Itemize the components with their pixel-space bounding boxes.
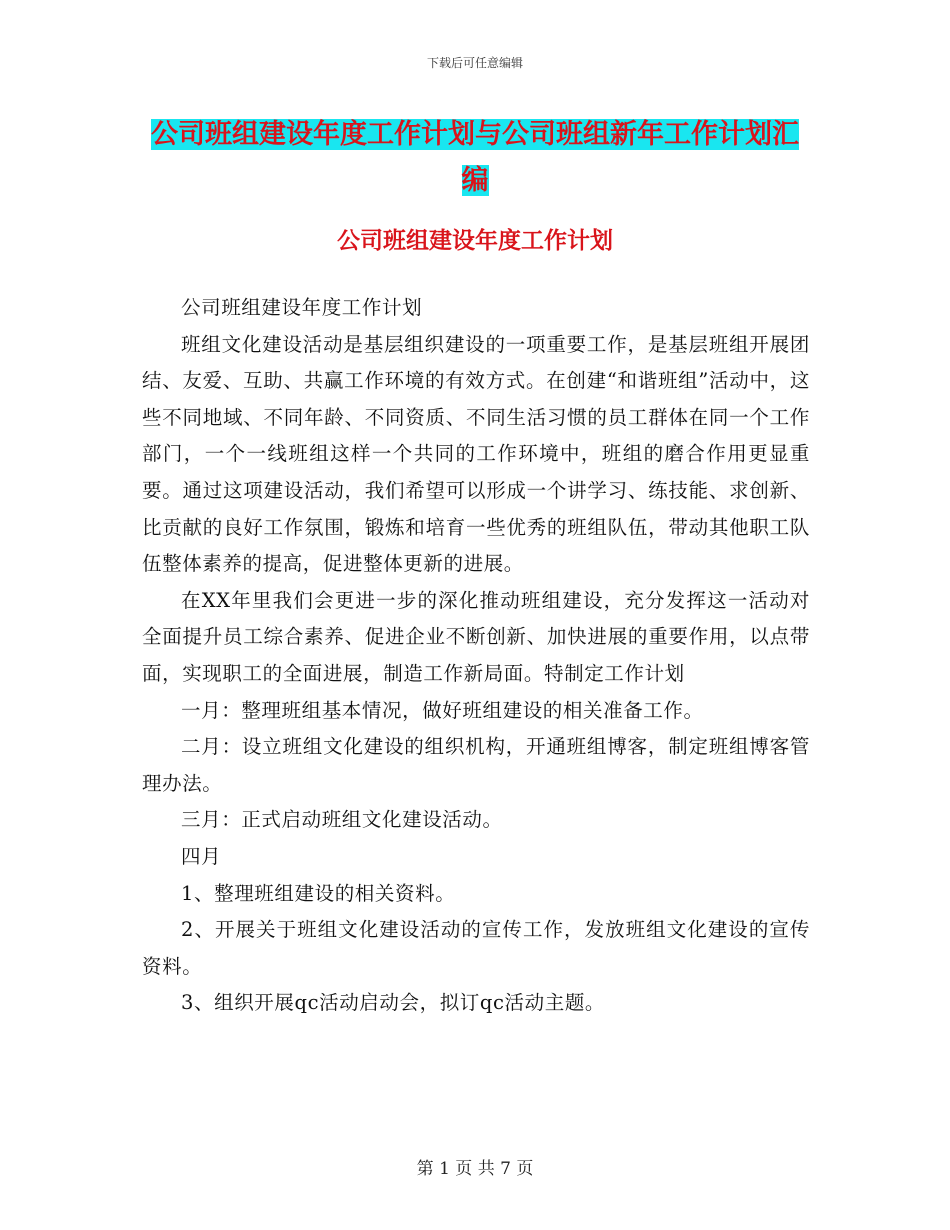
paragraph: 一月：整理班组基本情况，做好班组建设的相关准备工作。: [181, 698, 704, 722]
paragraph: 3、组织开展qc活动启动会，拟订qc活动主题。: [181, 991, 606, 1015]
paragraph: 四月: [181, 844, 222, 868]
paragraph: 班组文化建设活动是基层组织建设的一项重要工作，是基层班组开展团结、友爱、互助、共赢工作环境的有效方式。在创建“和谐班组”活动中，这些不同地域、不同年龄、不同资质、不同生活习惯的员工群体在同一个工作部门，一个一线班组这样一个共同的工作环境中，班组的磨合作用更显重要。通过这项建设活动，我们希望可以形成一个讲学习、练技能、求创新、比贡献的良好工作氛围，锻炼和培育一些优秀的班组队伍，带动其他职工队伍整体素养的提高，促进整体更新的进展。: [142, 332, 810, 576]
document-title-text: 公司班组建设年度工作计划与公司班组新年工作计划汇编: [151, 119, 799, 196]
paragraph: 在XX年里我们会更进一步的深化推动班组建设，充分发挥这一活动对全面提升员工综合素养、促进企业不断创新、加快进展的重要作用，以点带面，实现职工的全面进展，制造工作新局面。特制定工作计划: [142, 588, 810, 685]
paragraph: 2、开展关于班组文化建设活动的宣传工作，发放班组文化建设的宣传资料。: [142, 918, 810, 978]
paragraph: 公司班组建设年度工作计划: [181, 296, 423, 319]
paragraph: 三月：正式启动班组文化建设活动。: [181, 808, 503, 832]
paragraph: 1、整理班组建设的相关资料。: [181, 881, 456, 905]
document-title: [140, 112, 810, 204]
section-title: 公司班组建设年度工作计划: [337, 228, 613, 254]
page-footer: 第 1 页 共 7 页: [416, 1159, 534, 1179]
document-body: [142, 290, 810, 1022]
paragraph: 二月：设立班组文化建设的组织机构，开通班组博客，制定班组博客管理办法。: [142, 735, 810, 795]
page-header-note: 下载后可任意编辑: [426, 56, 523, 70]
